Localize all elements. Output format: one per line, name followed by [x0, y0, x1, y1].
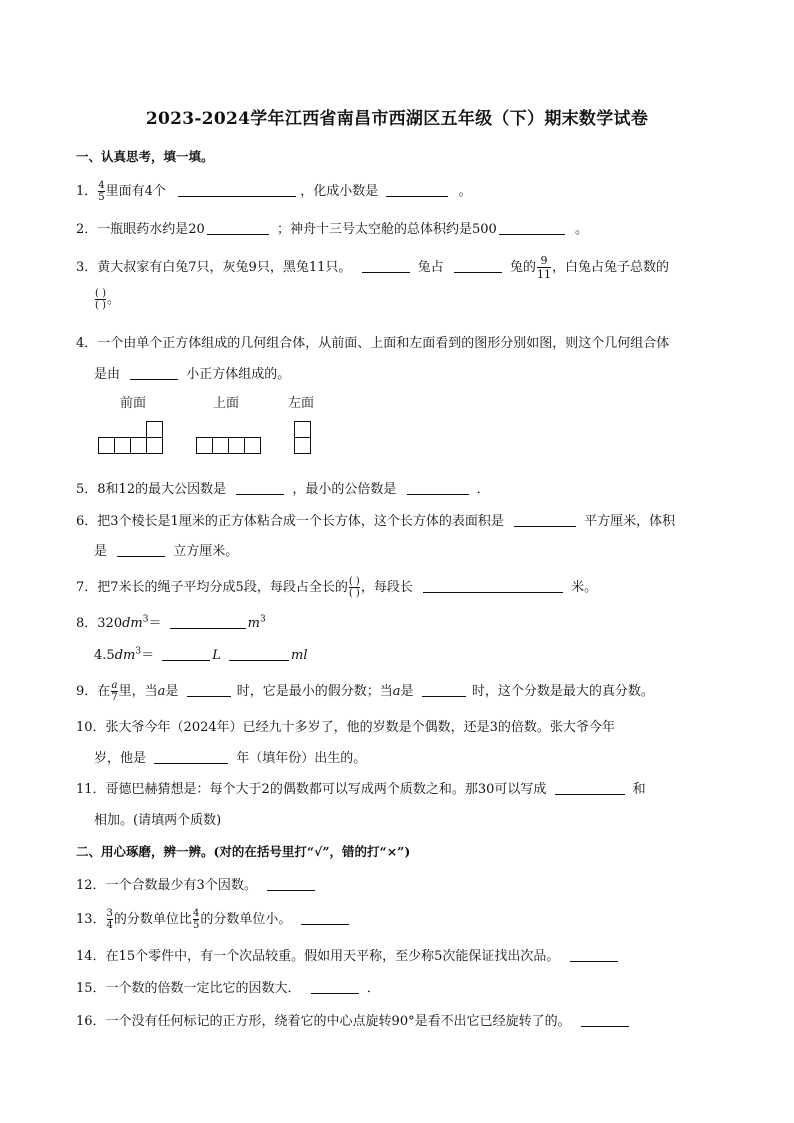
answer-blank[interactable] [162, 646, 210, 661]
question-5: 5．8和12的最大公因数是 ，最小的公倍数是 ． [76, 482, 490, 497]
answer-blank[interactable] [362, 258, 410, 273]
answer-blank[interactable] [423, 578, 563, 593]
question-2: 2．一瓶眼药水约是20 ；神舟十三号太空舱的总体积约是500 。 [76, 222, 588, 237]
answer-blank[interactable] [154, 749, 228, 764]
question-13: 13． $\frac{3}{4}$ 的分数单位比 $\frac{4}{5}$ 的分数单位小。 [76, 908, 349, 931]
answer-blank[interactable] [130, 365, 178, 380]
answer-blank[interactable] [117, 542, 165, 557]
question-15: 15．一个数的倍数一定比它的因数大． ． [76, 981, 380, 996]
answer-blank[interactable] [555, 780, 625, 795]
question-11-cont: 相加。(请填两个质数) [94, 813, 222, 828]
question-10: 10．张大爷今年（2024年）已经九十多岁了，他的岁数是个偶数，还是3的倍数。张大爷今年 [76, 720, 615, 735]
answer-blank[interactable] [422, 682, 466, 697]
fraction-4-5: $\frac{4}{5}$ [98, 180, 105, 203]
fraction-a-7: $\frac{a}{7}$ [111, 680, 118, 703]
answer-blank[interactable] [229, 646, 289, 661]
answer-blank[interactable] [187, 682, 231, 697]
answer-blank[interactable] [267, 876, 315, 891]
top-view-label: 上面 [213, 396, 240, 411]
answer-blank[interactable] [454, 258, 502, 273]
question-3-cont: $\frac{( )}{( )}$ 。 [95, 288, 120, 311]
question-6-cont: 是 立方厘米。 [94, 544, 239, 559]
answer-blank[interactable] [407, 480, 469, 495]
answer-blank[interactable] [170, 614, 246, 629]
question-8-line-2: $4.5dm^3= L$ ml [94, 646, 308, 663]
answer-blank[interactable] [236, 480, 284, 495]
left-view-label: 左面 [288, 396, 315, 411]
question-1: 1． $\frac{4}{5}$ 里面有4个 ，化成小数是 。 [76, 180, 472, 203]
question-3: 3．黄大叔家有白兔7只，灰兔9只，黑兔11只。 兔占 兔的 $\frac{9}{11}$ ，白兔占兔子总数的 [76, 254, 669, 281]
question-16: 16．一个没有任何标记的正方形，绕着它的中心点旋转90°是看不出它已经旋转了的。 [76, 1010, 629, 1029]
blank-fraction[interactable]: $\frac{( )}{( )}$ [348, 576, 360, 599]
fraction-3-4: $\frac{3}{4}$ [106, 908, 113, 931]
question-9: 9．在 $\frac{a}{7}$ 里，当a是 时，它是最小的假分数；当a是 时，这个分数是最大的真分数。 [76, 680, 654, 703]
answer-blank[interactable] [581, 1012, 629, 1027]
front-view-label: 前面 [120, 396, 147, 411]
question-10-cont: 岁，他是 年（填年份）出生的。 [94, 751, 367, 766]
fraction-4-5: $\frac{4}{5}$ [192, 908, 200, 931]
fraction-9-11: $\frac{9}{11}$ [536, 254, 551, 281]
page-title: 2023-2024学年江西省南昌市西湖区五年级（下）期末数学试卷 [145, 109, 649, 129]
question-14: 14．在15个零件中，有一个次品较重。假如用天平称，至少称5次能保证找出次品。 [76, 945, 618, 964]
question-11: 11．哥德巴赫猜想是：每个大于2的偶数都可以写成两个质数之和。那30可以写成 和 [76, 782, 646, 797]
question-6: 6．把3个棱长是1厘米的正方体粘合成一个长方体，这个长方体的表面积是 平方厘米，体积 [76, 514, 676, 529]
question-7: 7．把7米长的绳子平均分成5段，每段占全长的 $\frac{( )}{( )}$ ，每段长 米。 [76, 576, 598, 599]
three-views-figure [96, 392, 336, 462]
answer-blank[interactable] [207, 220, 269, 235]
answer-blank[interactable] [301, 910, 349, 925]
answer-blank[interactable] [386, 182, 448, 197]
answer-blank[interactable] [499, 220, 565, 235]
section-2-heading: 二、用心琢磨，辨一辨。(对的在括号里打“√”，错的打“×”) [76, 844, 411, 859]
answer-blank[interactable] [514, 512, 576, 527]
section-1-heading: 一、认真思考，填一填。 [76, 149, 214, 164]
answer-blank[interactable] [178, 182, 296, 197]
question-12: 12．一个合数最少有3个因数。 [76, 874, 315, 893]
blank-fraction[interactable]: $\frac{( )}{( )}$ [95, 288, 106, 311]
answer-blank[interactable] [311, 979, 359, 994]
question-4: 4．一个由单个正方体组成的几何组合体，从前面、上面和左面看到的图形分别如图，则这个几何组合体 [76, 336, 670, 351]
answer-blank[interactable] [570, 947, 618, 962]
question-4-cont: 是由 小正方体组成的。 [94, 367, 291, 382]
question-8-line-1: 8．$320dm^3= m^3$ [76, 614, 266, 631]
